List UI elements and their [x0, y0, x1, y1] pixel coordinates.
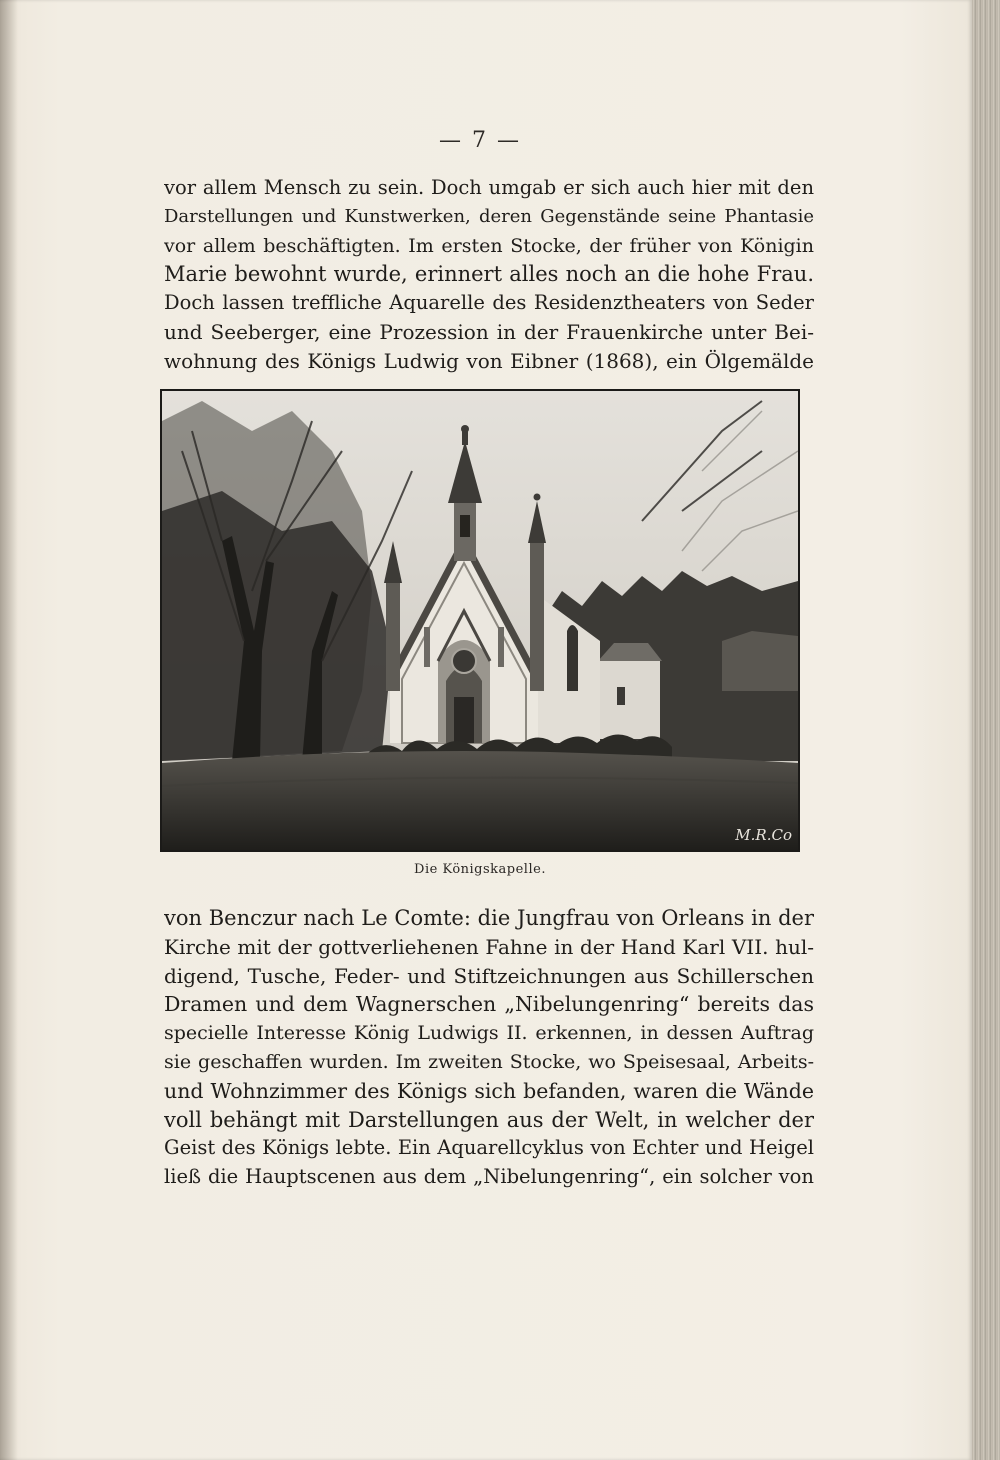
text-line: wohnung des Königs Ludwig von Eibner (1868), ein Ölgemälde [164, 348, 814, 373]
text-line: Kirche mit der gottverliehenen Fahne in der Hand Karl VII. hul- [164, 934, 814, 959]
page-fore-edge [972, 0, 1000, 1460]
chapel-illustration [162, 391, 798, 850]
photo-signature: M.R.Co [735, 826, 792, 844]
text-line: digend, Tusche, Feder- und Stiftzeichnungen aus Schillerschen [164, 963, 814, 988]
text-line: specielle Interesse König Ludwigs II. erkennen, in dessen Auftrag [164, 1022, 814, 1045]
page-number: — 7 — [439, 128, 521, 153]
text-line: ließ die Hauptscenen aus dem „Nibelungenring“, ein solcher von [164, 1165, 814, 1189]
paragraph-top [164, 174, 814, 376]
chapel-photograph [160, 389, 800, 852]
text-line: vor allem beschäftigten. Im ersten Stocke, der früher von Königin [164, 234, 814, 257]
text-line: voll behängt mit Darstellungen aus der Welt, in welcher der [164, 1107, 814, 1132]
text-line: Doch lassen treffliche Aquarelle des Residenztheaters von Seder [164, 291, 814, 315]
figure-caption: Die Königskapelle. [414, 862, 546, 877]
text-line: sie geschaffen wurden. Im zweiten Stocke, wo Speisesaal, Arbeits- [164, 1050, 814, 1073]
text-line: Marie bewohnt wurde, erinnert alles noch an die hohe Frau. [164, 262, 814, 287]
text-line: Darstellungen und Kunstwerken, deren Gegenstände seine Phantasie [164, 205, 814, 227]
text-line: Dramen und dem Wagnerschen „Nibelungenring“ bereits das [164, 992, 814, 1017]
text-line: und Wohnzimmer des Königs sich befanden, waren die Wände [164, 1078, 814, 1103]
paragraph-bottom [164, 904, 814, 1192]
text-line: vor allem Mensch zu sein. Doch umgab er sich auch hier mit den [164, 176, 814, 199]
text-line: von Benczur nach Le Comte: die Jungfrau von Orleans in der [164, 906, 814, 930]
text-line: Geist des Königs lebte. Ein Aquarellcyklus von Echter und Heigel [164, 1136, 814, 1160]
spine-shadow [0, 0, 18, 1460]
text-line: und Seeberger, eine Prozession in der Frauenkirche unter Bei- [164, 319, 814, 344]
